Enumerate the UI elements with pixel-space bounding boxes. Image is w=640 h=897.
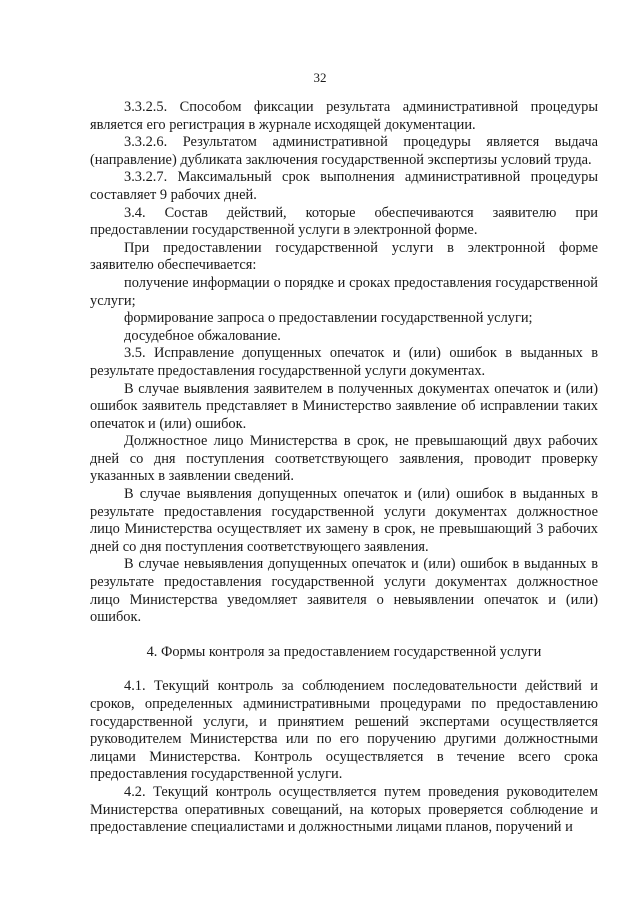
- paragraph-errors-detected-by-applicant: В случае выявления заявителем в полученных документах опечаток и (или) ошибок заявитель представляет в Министерство заявление об исправлении таких опечаток и (или) ошибок.: [90, 380, 598, 432]
- paragraph-3-3-2-5: 3.3.2.5. Способом фиксации результата административной процедуры является его регистрация в журнале исходящей документации.: [90, 99, 598, 133]
- list-item-information: получение информации о порядке и сроках предоставления государственной услуги;: [90, 274, 598, 309]
- list-item-request: формирование запроса о предоставлении государственной услуги;: [124, 310, 533, 327]
- paragraph-4-1: 4.1. Текущий контроль за соблюдением последовательности действий и сроков, определенных административными процедурами по предоставлению государственной услуги, и принятием решений экспертами осуществляется руководителем Министерства или по его поручению другими должностными лицами Министерства. Контроль осуществляется в течение всего срока предоставления государственной услуги.: [90, 678, 598, 783]
- document-body: [90, 96, 598, 837]
- paragraph-errors-replacement: В случае выявления допущенных опечаток и (или) ошибок в выданных в результате предоставления государственной услуги документах должностное лицо Министерства осуществляет их замену в срок, не превышающий 3 рабочих дней со дня поступления соответствующего заявления.: [90, 486, 598, 555]
- paragraph-electronic-form-intro: При предоставлении государственной услуги в электронной форме заявителю обеспечивается:: [90, 239, 598, 274]
- paragraph-errors-not-found: В случае невыявления допущенных опечаток и (или) ошибок в выданных в результате предоставления государственной услуги документах должностное лицо Министерства уведомляет заявителя о невыявлении опечаток и (или) ошибок.: [90, 556, 598, 626]
- paragraph-3-5: 3.5. Исправление допущенных опечаток и (или) ошибок в выданных в результате предоставления государственной услуги документах.: [90, 345, 598, 379]
- section-4-heading: 4. Формы контроля за предоставлением государственной услуги: [146, 643, 542, 660]
- page-number: 32: [313, 70, 327, 85]
- paragraph-3-3-2-7: 3.3.2.7. Максимальный срок выполнения административной процедуры составляет 9 рабочих дней.: [90, 169, 598, 203]
- paragraph-3-3-2-6: 3.3.2.6. Результатом административной процедуры является выдача (направление) дубликата заключения государственной экспертизы условий труда.: [90, 134, 598, 168]
- paragraph-official-check: Должностное лицо Министерства в срок, не превышающий двух рабочих дней со дня поступления соответствующего заявления, проводит проверку указанных в заявлении сведений.: [90, 433, 598, 485]
- paragraph-4-2: 4.2. Текущий контроль осуществляется путем проведения руководителем Министерства оперативных совещаний, на которых проверяется соблюдение и предоставление специалистами и должностными лицами планов, поручений и: [90, 783, 598, 836]
- list-item-appeal: досудебное обжалование.: [124, 327, 281, 344]
- paragraph-3-4: 3.4. Состав действий, которые обеспечиваются заявителю при предоставлении государственной услуги в электронной форме.: [90, 204, 598, 239]
